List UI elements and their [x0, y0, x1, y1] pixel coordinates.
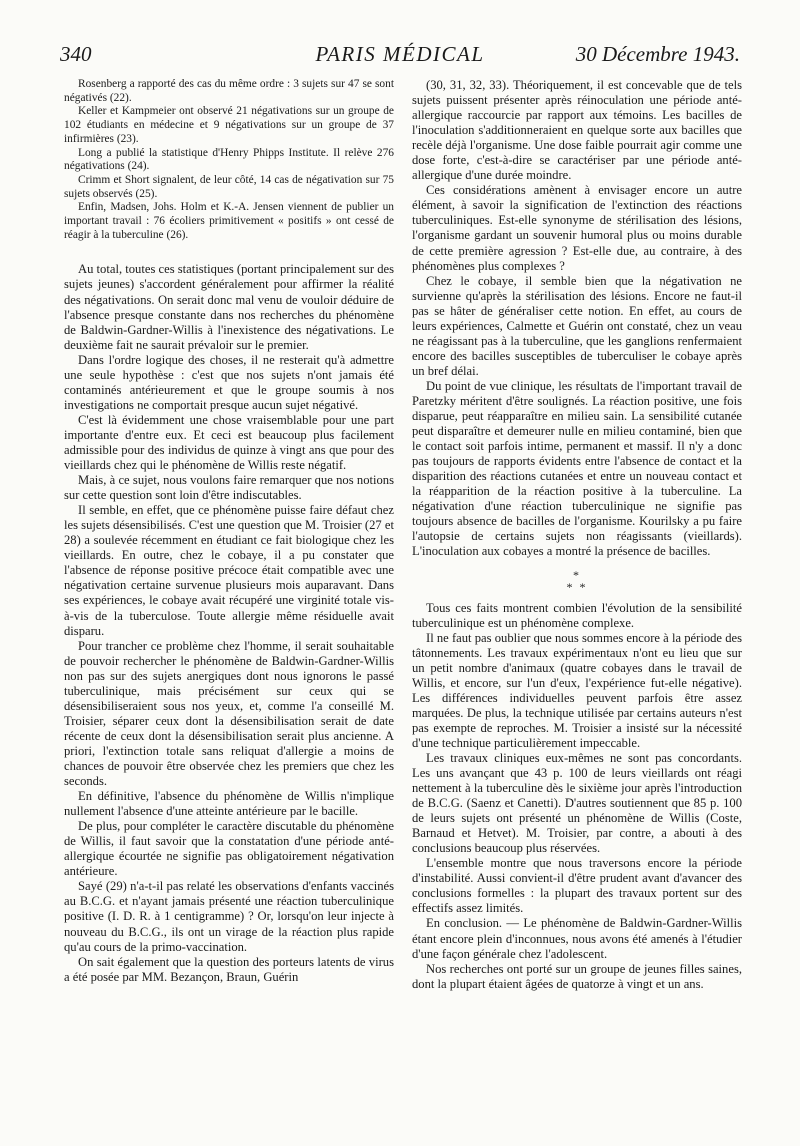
section-gap — [64, 242, 394, 262]
issue-date: 30 Décembre 1943. — [575, 42, 740, 66]
paragraph: Keller et Kampmeier ont observé 21 négativations sur un groupe de 102 étudiants en médecine et 9 négativations sur un groupe de 37 infirmières (23). — [64, 105, 394, 145]
paragraph: Du point de vue clinique, les résultats de l'important travail de Paretzky méritent d'être soulignés. La réaction positive, une fois disparue, peut réapparaître en milieu sain. La sensibilité cutanée peut disparaître et demeurer nulle en milieu contaminé, bien que le contact soit parfois intime, permanent et massif. Il n'y a donc pas toujours de rapports évidents entre l'absence de contact et la disparition des réactions cutanées et entre un nouveau contact et la réapparition de la réaction positive à la tuberculine. La négativation d'une réaction tuberculinique ne signifie pas toujours absence de bacilles de l'organisme. Kourilsky a pu faire l'autopsie de certains sujets non réagissants (vieillards). L'inoculation aux cobayes a montré la présence de bacilles. — [412, 378, 742, 559]
paragraph: Crimm et Short signalent, de leur côté, 14 cas de négativation sur 75 sujets observés (25). — [64, 173, 394, 200]
paragraph: Les travaux cliniques eux-mêmes ne sont pas concordants. Les uns avançant que 43 p. 100 de leurs vieillards ont réagi nettement à la tuberculine dès le sixième jour après l'introduction de B.C.G. (Saenz et Canetti). D'autres soutiennent que 85 p. 100 de leurs sujets ont présenté un phénomène de Willis (Coste, Barnaud et Hetvet). M. Troisier, par contre, a abouti à des conclusions beaucoup plus réservées. — [412, 750, 742, 856]
references-summary — [64, 78, 394, 242]
paragraph: De plus, pour compléter le caractère discutable du phénomène de Willis, il faut savoir que la constatation d'une période anté-allergique écourtée ne signifie pas obligatoirement négativation antérieure. — [64, 819, 394, 879]
paragraph: Sayé (29) n'a-t-il pas relaté les observations d'enfants vaccinés au B.C.G. et n'ayant jamais présenté une réaction tuberculinique positive (I. D. R. à 1 centigramme) ? Or, lorsqu'on leur injecte à nouveau du B.C.G., ils ont un virage de la réaction plus rapide qu'au cours de la primo-vaccination. — [64, 879, 394, 954]
paragraph: Rosenberg a rapporté des cas du même ordre : 3 sujets sur 47 se sont négativés (22). — [64, 78, 394, 104]
right-column — [412, 78, 742, 992]
paragraph: Dans l'ordre logique des choses, il ne resterait qu'à admettre une seule hypothèse : c'est que nos sujets n'ont jamais été contaminés antérieurement et que le groupe soumis à nos investigations ne comportait presque aucun sujet négativé. — [64, 352, 394, 412]
section-separator: * * * — [566, 567, 588, 594]
journal-title: PARIS MÉDICAL — [315, 42, 485, 66]
right-body-text — [412, 78, 742, 992]
paragraph: Tous ces faits montrent combien l'évolution de la sensibilité tuberculinique est un phénomène complexe. — [412, 600, 742, 630]
page-number: 340 — [60, 42, 92, 66]
page-header — [60, 42, 740, 72]
paragraph: Nos recherches ont porté sur un groupe de jeunes filles saines, dont la plupart étaient âgées de quatorze à vingt et un ans. — [412, 961, 742, 991]
paragraph: En conclusion. — Le phénomène de Baldwin-Gardner-Willis étant encore plein d'inconnues, nous avons été amenés à l'étudier d'une façon générale chez l'adolescent. — [412, 916, 742, 961]
paragraph: Il semble, en effet, que ce phénomène puisse faire défaut chez les sujets désensibilisés. C'est une question que M. Troisier (27 et 28) a soulevée récemment en étudiant ce fait biologique chez les vieillards. En outre, chez le cobaye, il a pu constater que l'absence de réponse positive précoce était compatible avec une négativation certaine survenue plusieurs mois auparavant. Dans ses expériences, le cobaye avait récupéré une virginité totale vis-à-vis de la tuberculose. Toute allergie même résiduelle avait disparu. — [64, 503, 394, 638]
paragraph: Mais, à ce sujet, nous voulons faire remarquer que nos notions sur cette question sont loin d'être indiscutables. — [64, 473, 394, 503]
paragraph: Chez le cobaye, il semble bien que la négativation ne survienne qu'après la stérilisation des lésions. Encore ne faut-il pas se hâter de généraliser cette notion. En effet, au cours de leurs expériences, Calmette et Guérin ont constaté, chez un veau ne réagissant pas à la tuberculine, que les ganglions renfermaient encore des bacilles susceptibles de tuberculiser le cobaye après un bref délai. — [412, 273, 742, 378]
left-column — [64, 78, 394, 985]
paragraph: C'est là évidemment une chose vraisemblable pour une part importante d'entre eux. Et ceci est beaucoup plus facilement admissible pour des individus de quinze à vingt ans que pour des vieillards chez qui le phénomène de Willis reste négatif. — [64, 412, 394, 473]
paragraph: Ces considérations amènent à envisager encore un autre élément, à savoir la signification de l'extinction des réactions tuberculiniques. Est-elle synonyme de stérilisation des lésions, l'organisme gardant un souvenir humoral plus ou moins durable de cette première agression ? Est-elle due, au contraire, à des phénomènes plus complexes ? — [412, 183, 742, 273]
paragraph: Enfin, Madsen, Johs. Holm et K.-A. Jensen viennent de publier un important travail : 76 écoliers primitivement « positifs » ont cessé de réagir à la tuberculine (26). — [64, 201, 394, 241]
paragraph: Pour trancher ce problème chez l'homme, il serait souhaitable de pouvoir rechercher le phénomène de Baldwin-Gardner-Willis non pas sur des sujets anergiques dont nous ignorons le passé tuberculinique, mais précisément sur ceux qui se désensibiliseraient sous nos yeux, et, comme l'a conseillé M. Troisier, séparer ceux dont la désensibilisation serait de date récente de ceux dont la désensibilisation serait plus ancienne. A priori, l'extinction totale sans reliquat d'allergie a moins de chances de pouvoir être observée chez les premiers que chez les seconds. — [64, 638, 394, 789]
paragraph: L'ensemble montre que nous traversons encore la période d'instabilité. Aussi convient-il d'être prudent avant d'avancer des conclusions formelles : la plupart des travaux portent sur des effectifs assez limités. — [412, 856, 742, 916]
paragraph: Long a publié la statistique d'Henry Phipps Institute. Il relève 276 négativations (24). — [64, 146, 394, 173]
paragraph: Au total, toutes ces statistiques (portant principalement sur des sujets jeunes) s'accordent généralement pour affirmer la réalité des négativations. On serait donc mal venu de vouloir déduire de l'absence presque constante dans nos recherches du phénomène de Baldwin-Gardner-Willis à l'inexistence des négativations. Le deuxième fait ne saurait prévaloir sur le premier. — [64, 262, 394, 352]
paragraph: Il ne faut pas oublier que nous sommes encore à la période des tâtonnements. Les travaux expérimentaux n'ont eu lieu que sur un petit nombre d'animaux (quatre cobayes dans le travail de Willis, et encore, sur l'un d'eux, l'expérience fut-elle négative). Les différences individuelles peuvent parfois être assez marquées. De plus, la technique utilisée par certains auteurs n'est pas exempte de reproches. M. Troisier a insisté sur la nécessité d'une technique particulièrement impeccable. — [412, 630, 742, 750]
paragraph: On sait également que la question des porteurs latents de virus a été posée par MM. Bezançon, Braun, Guérin — [64, 954, 394, 984]
left-body-text — [64, 262, 394, 984]
paragraph: En définitive, l'absence du phénomène de Willis n'implique nullement l'absence d'une atteinte antérieure par le bacille. — [64, 789, 394, 819]
paragraph: (30, 31, 32, 33). Théoriquement, il est concevable que de tels sujets puissent présenter après réinoculation une période anté-allergique raccourcie par rapport aux témoins. Les bacilles de l'inoculation s'additionneraient en quelque sorte aux bacilles que recèle déjà l'organisme. Une dose faible pourrait agir comme une dose forte, c'est-à-dire se caractériser par une période anté-allergique d'une durée moindre. — [412, 78, 742, 183]
